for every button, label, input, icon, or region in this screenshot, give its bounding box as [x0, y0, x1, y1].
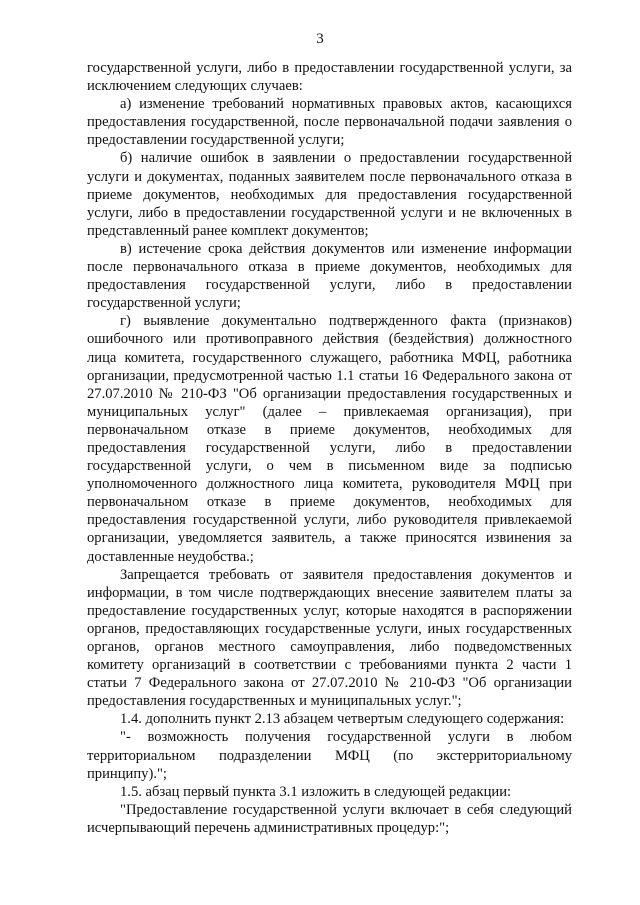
paragraph-item-g: г) выявление документально подтвержденного факта (признаков) ошибочного или противоправного действия (бездействия) должностного лица комитета, государственного служащего, работника МФЦ, работника организации, предусмотренной частью 1.1 статьи 16 Федерального закона от 27.07.2010 № 210-ФЗ "Об организации предоставления государственных и муниципальных услуг" (далее – привлекаемая организация), при первоначальном отказе в приеме документов, необходимых для предоставления государственной услуги, либо в предоставлении государственной услуги, о чем в письменном виде за подписью уполномоченного должностного лица комитета, руководителя МФЦ при первоначальном отказе в приеме документов, необходимых для предоставления государственной услуги, либо руководителя привлекаемой организации, уведомляется заявитель, а также приносятся извинения за доставленные неудобства.; — [87, 313, 572, 565]
document-body — [87, 59, 572, 837]
paragraph-item-a: а) изменение требований нормативных правовых актов, касающихся предоставления государственной, после первоначальной подачи заявления о предоставлении государственной услуги; — [87, 96, 572, 149]
paragraph-1-5-quote: "Предоставление государственной услуги включает в себя следующий исчерпывающий перечень административных процедур:"; — [87, 801, 572, 836]
paragraph-item-v: в) истечение срока действия документов или изменение информации после первоначального отказа в приеме документов, необходимых для предоставления государственной услуги, либо в предоставлении государственной услуги; — [87, 240, 572, 312]
paragraph-1-5: 1.5. абзац первый пункта 3.1 изложить в следующей редакции: — [120, 783, 512, 800]
paragraph-1-4: 1.4. дополнить пункт 2.13 абзацем четвертым следующего содержания: — [120, 711, 565, 728]
page-number: 3 — [316, 31, 324, 47]
paragraph-1-4-quote: "- возможность получения государственной услуги в любом территориальном подразделении МФЦ (по экстерриториальному принципу)."; — [87, 729, 572, 782]
paragraph-item-b: б) наличие ошибок в заявлении о предоставлении государственной услуги и документах, поданных заявителем после первоначального отказа в приеме документов, необходимых для предоставления государственной услуги, либо в предоставлении государственной услуги и не включенных в представленный ранее комплект документов; — [87, 150, 572, 239]
paragraph-prohibition: Запрещается требовать от заявителя предоставления документов и информации, в том числе подтверждающих внесение заявителем платы за предоставление государственных услуг, которые находятся в распоряжении органов, предоставляющих государственные услуги, иных государственных органов, органов местного самоуправления, либо подведомственных комитету организаций в соответствии с требованиями пункта 2 части 1 статьи 7 Федерального закона от 27.07.2010 № 210-ФЗ "Об организации предоставления государственных и муниципальных услуг."; — [87, 566, 572, 710]
paragraph-continuation: государственной услуги, либо в предоставлении государственной услуги, за исключением следующих случаев: — [87, 60, 572, 95]
